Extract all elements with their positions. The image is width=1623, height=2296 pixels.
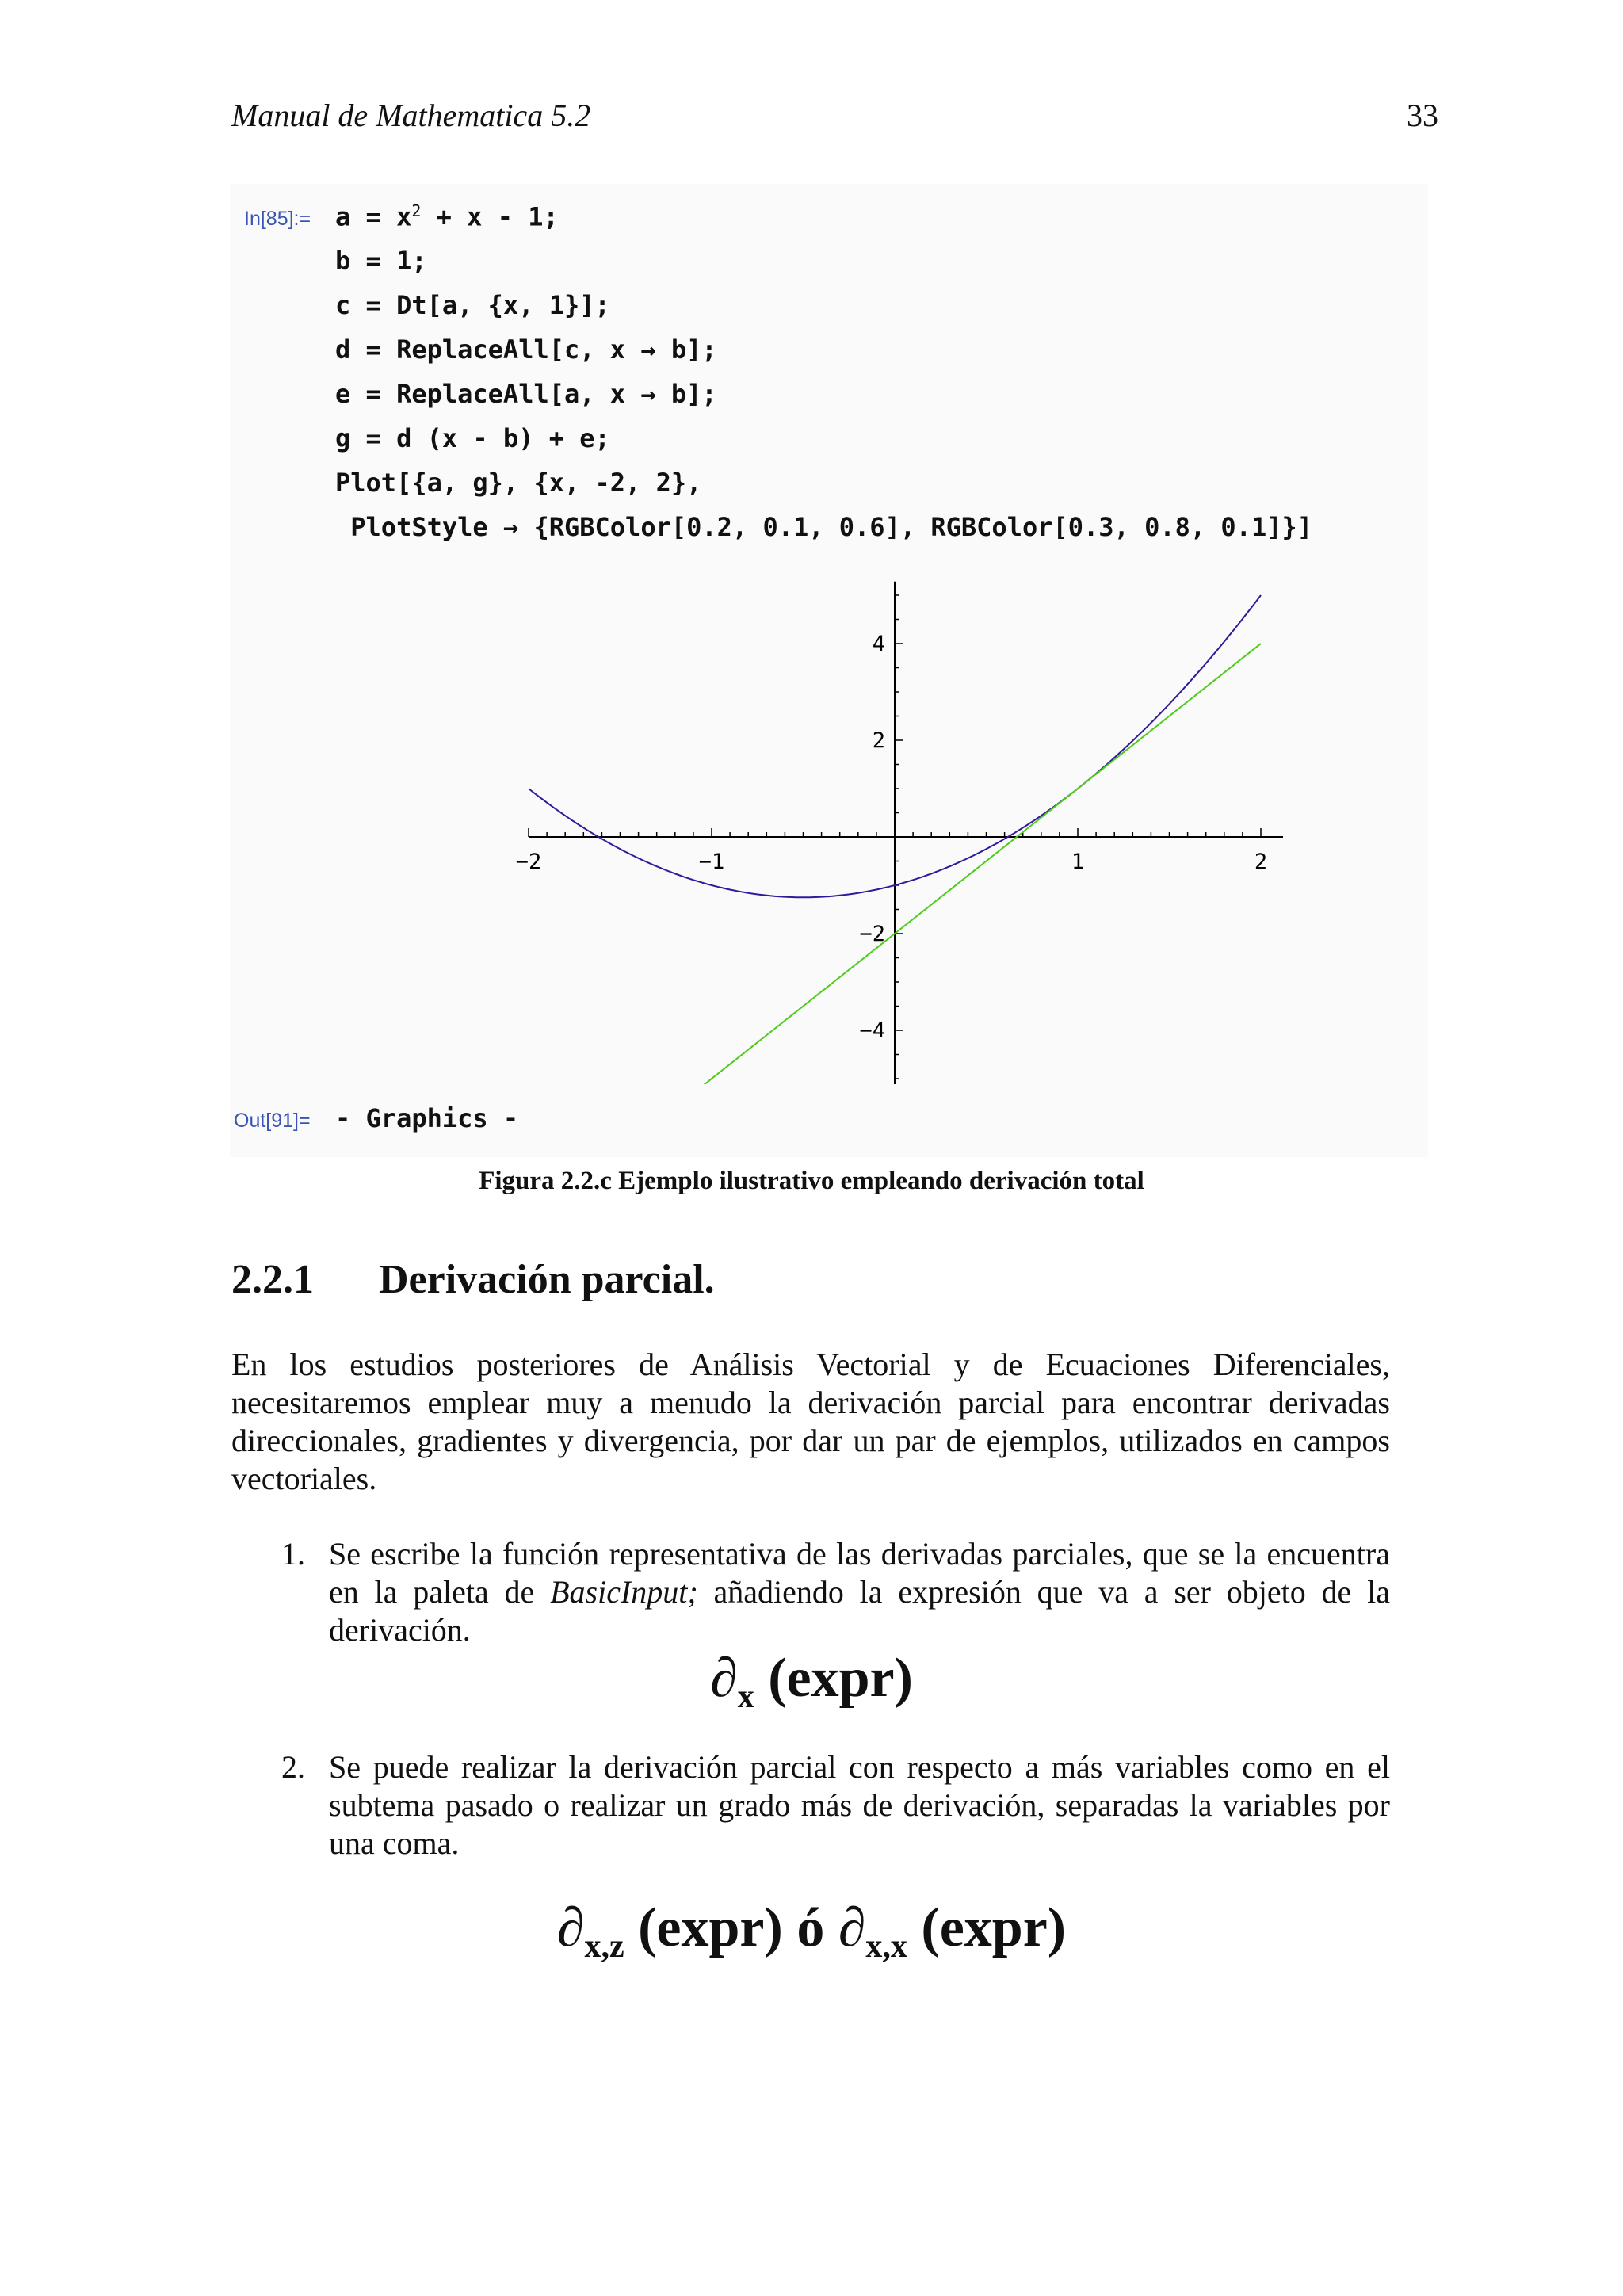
output-graphics: - Graphics - xyxy=(335,1103,519,1133)
formula-subscript-2: x,x xyxy=(865,1928,907,1965)
plot-axes xyxy=(529,582,1283,1084)
partial-symbol-2: ∂ xyxy=(838,1897,866,1958)
section-number: 2.2.1 xyxy=(231,1257,314,1302)
y-tick-label: 2 xyxy=(872,728,885,753)
input-prompt: In[85]:= xyxy=(244,208,311,230)
y-tick-label: −2 xyxy=(859,922,885,946)
code-line-4: d = ReplaceAll[c, x → b]; xyxy=(335,334,717,365)
formula-subscript-1: x,z xyxy=(584,1928,624,1965)
plot-graphic xyxy=(504,561,1293,1084)
code-line-2: b = 1; xyxy=(335,246,427,276)
list-item-1-text: Se escribe la función representativa de las derivadas parciales, que se la encuentra en la paleta de xyxy=(329,1536,1390,1610)
page-number: 33 xyxy=(1407,97,1438,133)
code-line-1-tail: + x - 1; xyxy=(421,201,559,232)
x-tick-label: −1 xyxy=(698,850,725,874)
formula-expr-2: (expr) xyxy=(907,1897,1067,1958)
list-item-1-italic: BasicInput; xyxy=(550,1574,698,1610)
output-prompt: Out[91]= xyxy=(234,1110,311,1132)
formula-expr: (expr) xyxy=(754,1648,913,1709)
code-line-6: g = d (x - b) + e; xyxy=(335,423,610,453)
section-title: Derivación parcial. xyxy=(379,1257,715,1302)
y-tick-label: 4 xyxy=(872,632,885,656)
code-line-3: c = Dt[a, {x, 1}]; xyxy=(335,290,610,320)
code-line-7: Plot[{a, g}, {x, -2, 2}, xyxy=(335,468,702,498)
series-line-2 xyxy=(702,644,1261,1084)
code-exponent: 2 xyxy=(411,201,422,220)
running-header-title: Manual de Mathematica 5.2 xyxy=(231,97,591,133)
list-item-1-text-end: añadiendo la expresión que va a ser objeto de la derivación. xyxy=(329,1574,1390,1648)
code-line-1 xyxy=(335,201,559,232)
list-item-1 xyxy=(329,1535,1390,1649)
x-tick-label: 2 xyxy=(1254,850,1268,874)
partial-symbol-1: ∂ xyxy=(556,1897,585,1958)
code-line-5: e = ReplaceAll[a, x → b]; xyxy=(335,379,717,409)
body-paragraph: En los estudios posteriores de Análisis Vectorial y de Ecuaciones Diferenciales, necesitaremos emplear muy a menudo la derivación parcial para encontrar derivadas direccionales, gradientes y divergencia, por dar un par de ejemplos, utilizados en campos vectoriales. xyxy=(231,1347,1390,1496)
y-tick-label: −4 xyxy=(859,1018,885,1043)
formula-partial-multi xyxy=(0,1897,1623,1965)
list-item-2: Se puede realizar la derivación parcial con respecto a más variables como en el subtema pasado o realizar un grado más de derivación, separadas la variables por una coma. xyxy=(329,1749,1390,1861)
list-item-number-1: 1. xyxy=(281,1536,305,1572)
code-line-1-text: a = x xyxy=(335,201,412,232)
code-line-8: PlotStyle → {RGBColor[0.2, 0.1, 0.6], RGBColor[0.3, 0.8, 0.1]}] xyxy=(335,512,1312,542)
formula-subscript: x xyxy=(737,1679,754,1715)
formula-middle: (expr) ó xyxy=(624,1897,838,1958)
formula-partial-x xyxy=(0,1647,1623,1715)
list-item-number-2: 2. xyxy=(281,1749,305,1785)
figure-caption: Figura 2.2.c Ejemplo ilustrativo empleando derivación total xyxy=(479,1167,1144,1195)
x-tick-label: −2 xyxy=(515,850,542,874)
partial-symbol: ∂ xyxy=(710,1648,738,1709)
x-tick-label: 1 xyxy=(1071,850,1085,874)
